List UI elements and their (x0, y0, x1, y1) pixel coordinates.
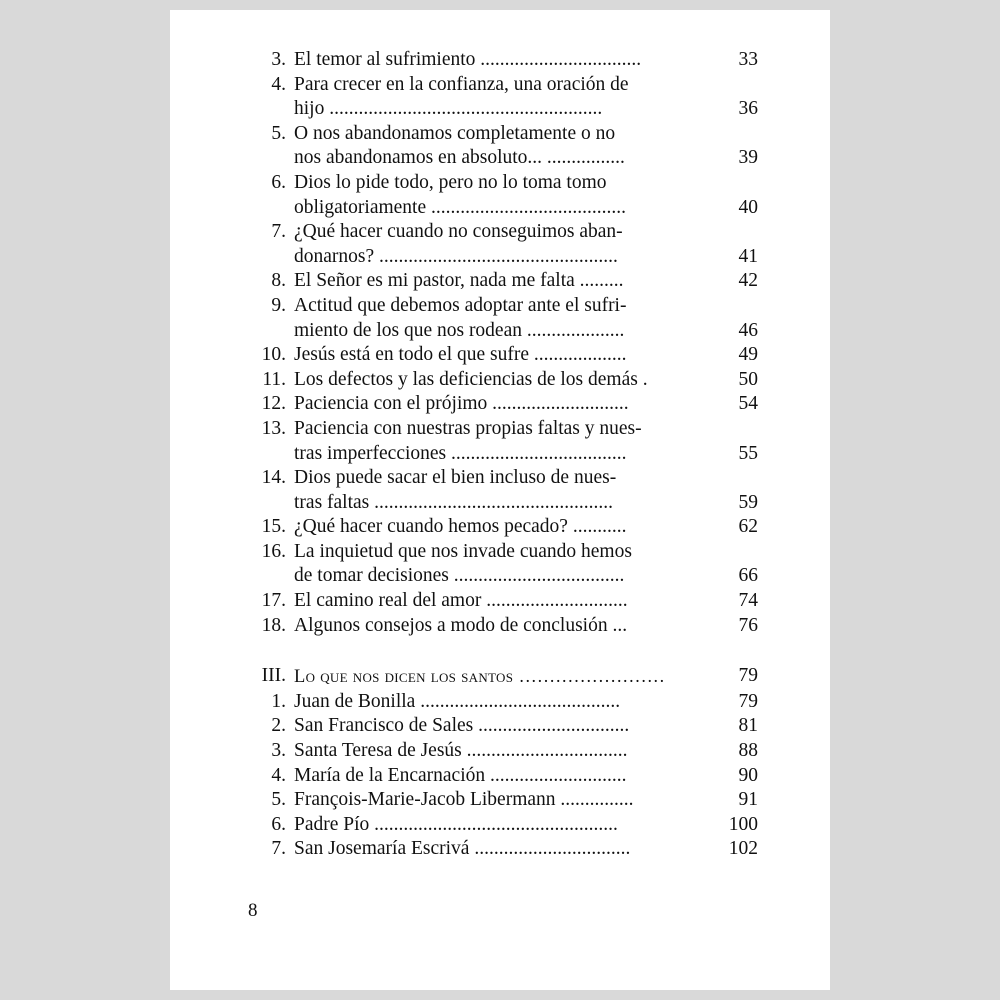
toc-entry-title-line: Actitud que debemos adoptar ante el sufri- (294, 294, 627, 316)
toc-entry-title-line: Paciencia con el prójimo ............................ (294, 393, 629, 415)
toc-entry-title-line: Jesús está en todo el que sufre ................... (294, 344, 627, 366)
toc-entry-page: 40 (738, 196, 758, 218)
toc-entry[interactable] (248, 764, 758, 789)
toc-entry[interactable] (248, 122, 758, 171)
toc-entry-page: 55 (738, 442, 758, 464)
toc-entry-title (294, 122, 704, 171)
toc-entry-page: 74 (738, 590, 758, 612)
toc-entry-title (294, 171, 704, 220)
toc-entry[interactable] (248, 48, 758, 73)
toc-entry-title-line: Dios lo pide todo, pero no lo toma tomo (294, 171, 607, 193)
toc-entry-title (294, 614, 704, 639)
toc-entry-page: 90 (738, 764, 758, 786)
toc-entry[interactable] (248, 392, 758, 417)
toc-entry-title (294, 764, 704, 789)
toc-entry-title-line: ¿Qué hacer cuando hemos pecado? ........... (294, 516, 627, 538)
toc-section-title-text: Lo que nos dicen los santos (294, 667, 514, 688)
toc-entry-number: 5. (271, 789, 286, 811)
toc-entry-title-line: El temor al sufrimiento ................................. (294, 49, 642, 70)
table-of-contents (248, 48, 758, 862)
toc-entry[interactable] (248, 294, 758, 343)
toc-entry[interactable] (248, 466, 758, 515)
toc-entry-title (294, 837, 704, 862)
toc-section-title (294, 664, 704, 690)
toc-section-number: III. (261, 665, 286, 687)
toc-entry-title-line: Paciencia con nuestras propias faltas y nues- (294, 417, 642, 439)
toc-entry-page: 33 (738, 49, 758, 70)
toc-entry-title-line: Para crecer en la confianza, una oración de (294, 73, 629, 95)
toc-entry-title (294, 368, 704, 393)
toc-entry-title-line: de tomar decisiones ................................... (294, 565, 625, 587)
toc-entry-title-line: San Josemaría Escrivá ................................ (294, 838, 631, 860)
toc-entry-title-line: Algunos consejos a modo de conclusión ... (294, 614, 628, 636)
toc-entry-page: 102 (728, 838, 758, 860)
toc-entry-page: 41 (738, 245, 758, 267)
toc-entry-title (294, 392, 704, 417)
toc-entry-title (294, 690, 704, 715)
toc-entry-number: 12. (261, 393, 286, 415)
toc-entry[interactable] (248, 788, 758, 813)
toc-entry-title (294, 714, 704, 739)
toc-entry-title (294, 788, 704, 813)
toc-entry-page: 59 (738, 491, 758, 513)
toc-entry-page: 88 (738, 740, 758, 762)
toc-entry-number: 2. (271, 715, 286, 737)
toc-entry-page: 46 (738, 319, 758, 341)
toc-entry-number: 11. (262, 368, 286, 390)
toc-entry-number: 5. (271, 122, 286, 144)
toc-entry-number: 3. (271, 49, 286, 70)
toc-entry-number: 16. (261, 540, 286, 562)
toc-entry-title-line: Dios puede sacar el bien incluso de nues- (294, 467, 617, 489)
toc-entry-title-line: El camino real del amor ............................. (294, 590, 628, 612)
toc-entry-number: 9. (271, 294, 286, 316)
toc-entry-number: 17. (261, 590, 286, 612)
toc-entry[interactable] (248, 714, 758, 739)
toc-entry-title (294, 269, 704, 294)
toc-entry-page: 91 (738, 789, 758, 811)
toc-entry[interactable] (248, 220, 758, 269)
toc-entry-number: 14. (261, 467, 286, 489)
toc-entry-page: 42 (738, 270, 758, 292)
toc-entry-title-line: Santa Teresa de Jesús ................................. (294, 740, 628, 762)
toc-entry[interactable] (248, 614, 758, 639)
toc-entry-number: 7. (271, 838, 286, 860)
toc-entry-title-line: María de la Encarnación ............................ (294, 764, 627, 786)
toc-entry-page: 62 (738, 516, 758, 538)
toc-entry-page: 79 (738, 690, 758, 712)
toc-entry-title-line: Juan de Bonilla ......................................... (294, 690, 621, 712)
toc-entry-page: 36 (738, 98, 758, 120)
toc-entry-number: 6. (271, 813, 286, 835)
toc-entry-number: 13. (261, 417, 286, 439)
toc-entry-title-line: San Francisco de Sales ............................... (294, 715, 630, 737)
toc-entry[interactable] (248, 515, 758, 540)
toc-entry-title-line: obligatoriamente ........................................ (294, 196, 626, 218)
toc-entry-number: 7. (271, 221, 286, 243)
document-page (170, 10, 830, 990)
toc-entry[interactable] (248, 417, 758, 466)
toc-entry-title (294, 343, 704, 368)
toc-entry-title (294, 515, 704, 540)
toc-section-heading[interactable] (248, 664, 758, 690)
toc-entry-title-line: El Señor es mi pastor, nada me falta ......... (294, 270, 624, 292)
toc-entry[interactable] (248, 589, 758, 614)
toc-entry[interactable] (248, 690, 758, 715)
toc-entry-number: 15. (261, 516, 286, 538)
toc-section-page: 79 (738, 665, 758, 687)
toc-entry-title-line: François-Marie-Jacob Libermann ............... (294, 789, 634, 811)
toc-entry-number: 4. (271, 764, 286, 786)
toc-entry-title-line: ¿Qué hacer cuando no conseguimos aban- (294, 221, 623, 243)
toc-entry-title (294, 589, 704, 614)
toc-entry-title (294, 739, 704, 764)
toc-entry-number: 3. (271, 740, 286, 762)
toc-entry-title-line: hijo ........................................................ (294, 98, 603, 120)
toc-entry-number: 8. (271, 270, 286, 292)
toc-entry-title-line: nos abandonamos en absoluto... ................ (294, 147, 625, 169)
toc-entry-title-line: Padre Pío .................................................. (294, 813, 618, 835)
toc-entry[interactable] (248, 540, 758, 589)
toc-entry-number: 18. (261, 614, 286, 636)
toc-entry[interactable] (248, 837, 758, 862)
toc-entry-title-line: La inquietud que nos invade cuando hemos (294, 540, 632, 562)
toc-entry-title (294, 48, 704, 73)
toc-entry-page: 81 (738, 715, 758, 737)
toc-entry-page: 66 (738, 565, 758, 587)
toc-entry-title-line: tras faltas ................................................. (294, 491, 614, 513)
toc-entry-page: 50 (738, 368, 758, 390)
page-folio-number: 8 (248, 900, 258, 921)
toc-entry[interactable] (248, 171, 758, 220)
toc-entry-number: 4. (271, 73, 286, 95)
toc-entry-title (294, 417, 704, 466)
toc-entry[interactable] (248, 368, 758, 393)
toc-entry[interactable] (248, 73, 758, 122)
toc-entry[interactable] (248, 269, 758, 294)
toc-entry-title-line: O nos abandonamos completamente o no (294, 122, 616, 144)
toc-entry-title (294, 220, 704, 269)
toc-entry-title-line: miento de los que nos rodean .................... (294, 319, 625, 341)
toc-entry-title (294, 73, 704, 122)
toc-entry-page: 54 (738, 393, 758, 415)
toc-entry-number: 10. (261, 344, 286, 366)
toc-entry[interactable] (248, 813, 758, 838)
toc-entry-title (294, 540, 704, 589)
toc-entry-number: 1. (271, 690, 286, 712)
toc-entry-title (294, 813, 704, 838)
toc-entry-page: 76 (738, 614, 758, 636)
toc-entry-title-line: tras imperfecciones .................................... (294, 442, 627, 464)
toc-entry-title-line: Los defectos y las deficiencias de los demás . (294, 368, 648, 390)
toc-entry-title-line: donarnos? ................................................. (294, 245, 618, 267)
toc-entry-title (294, 466, 704, 515)
toc-section-leader-dots: ........................ (513, 666, 666, 687)
toc-entry-number: 6. (271, 171, 286, 193)
toc-entry-page: 100 (728, 813, 758, 835)
toc-entry-title (294, 294, 704, 343)
toc-entry[interactable] (248, 739, 758, 764)
toc-entry-page: 49 (738, 344, 758, 366)
toc-entry-page: 39 (738, 147, 758, 169)
toc-entry[interactable] (248, 343, 758, 368)
